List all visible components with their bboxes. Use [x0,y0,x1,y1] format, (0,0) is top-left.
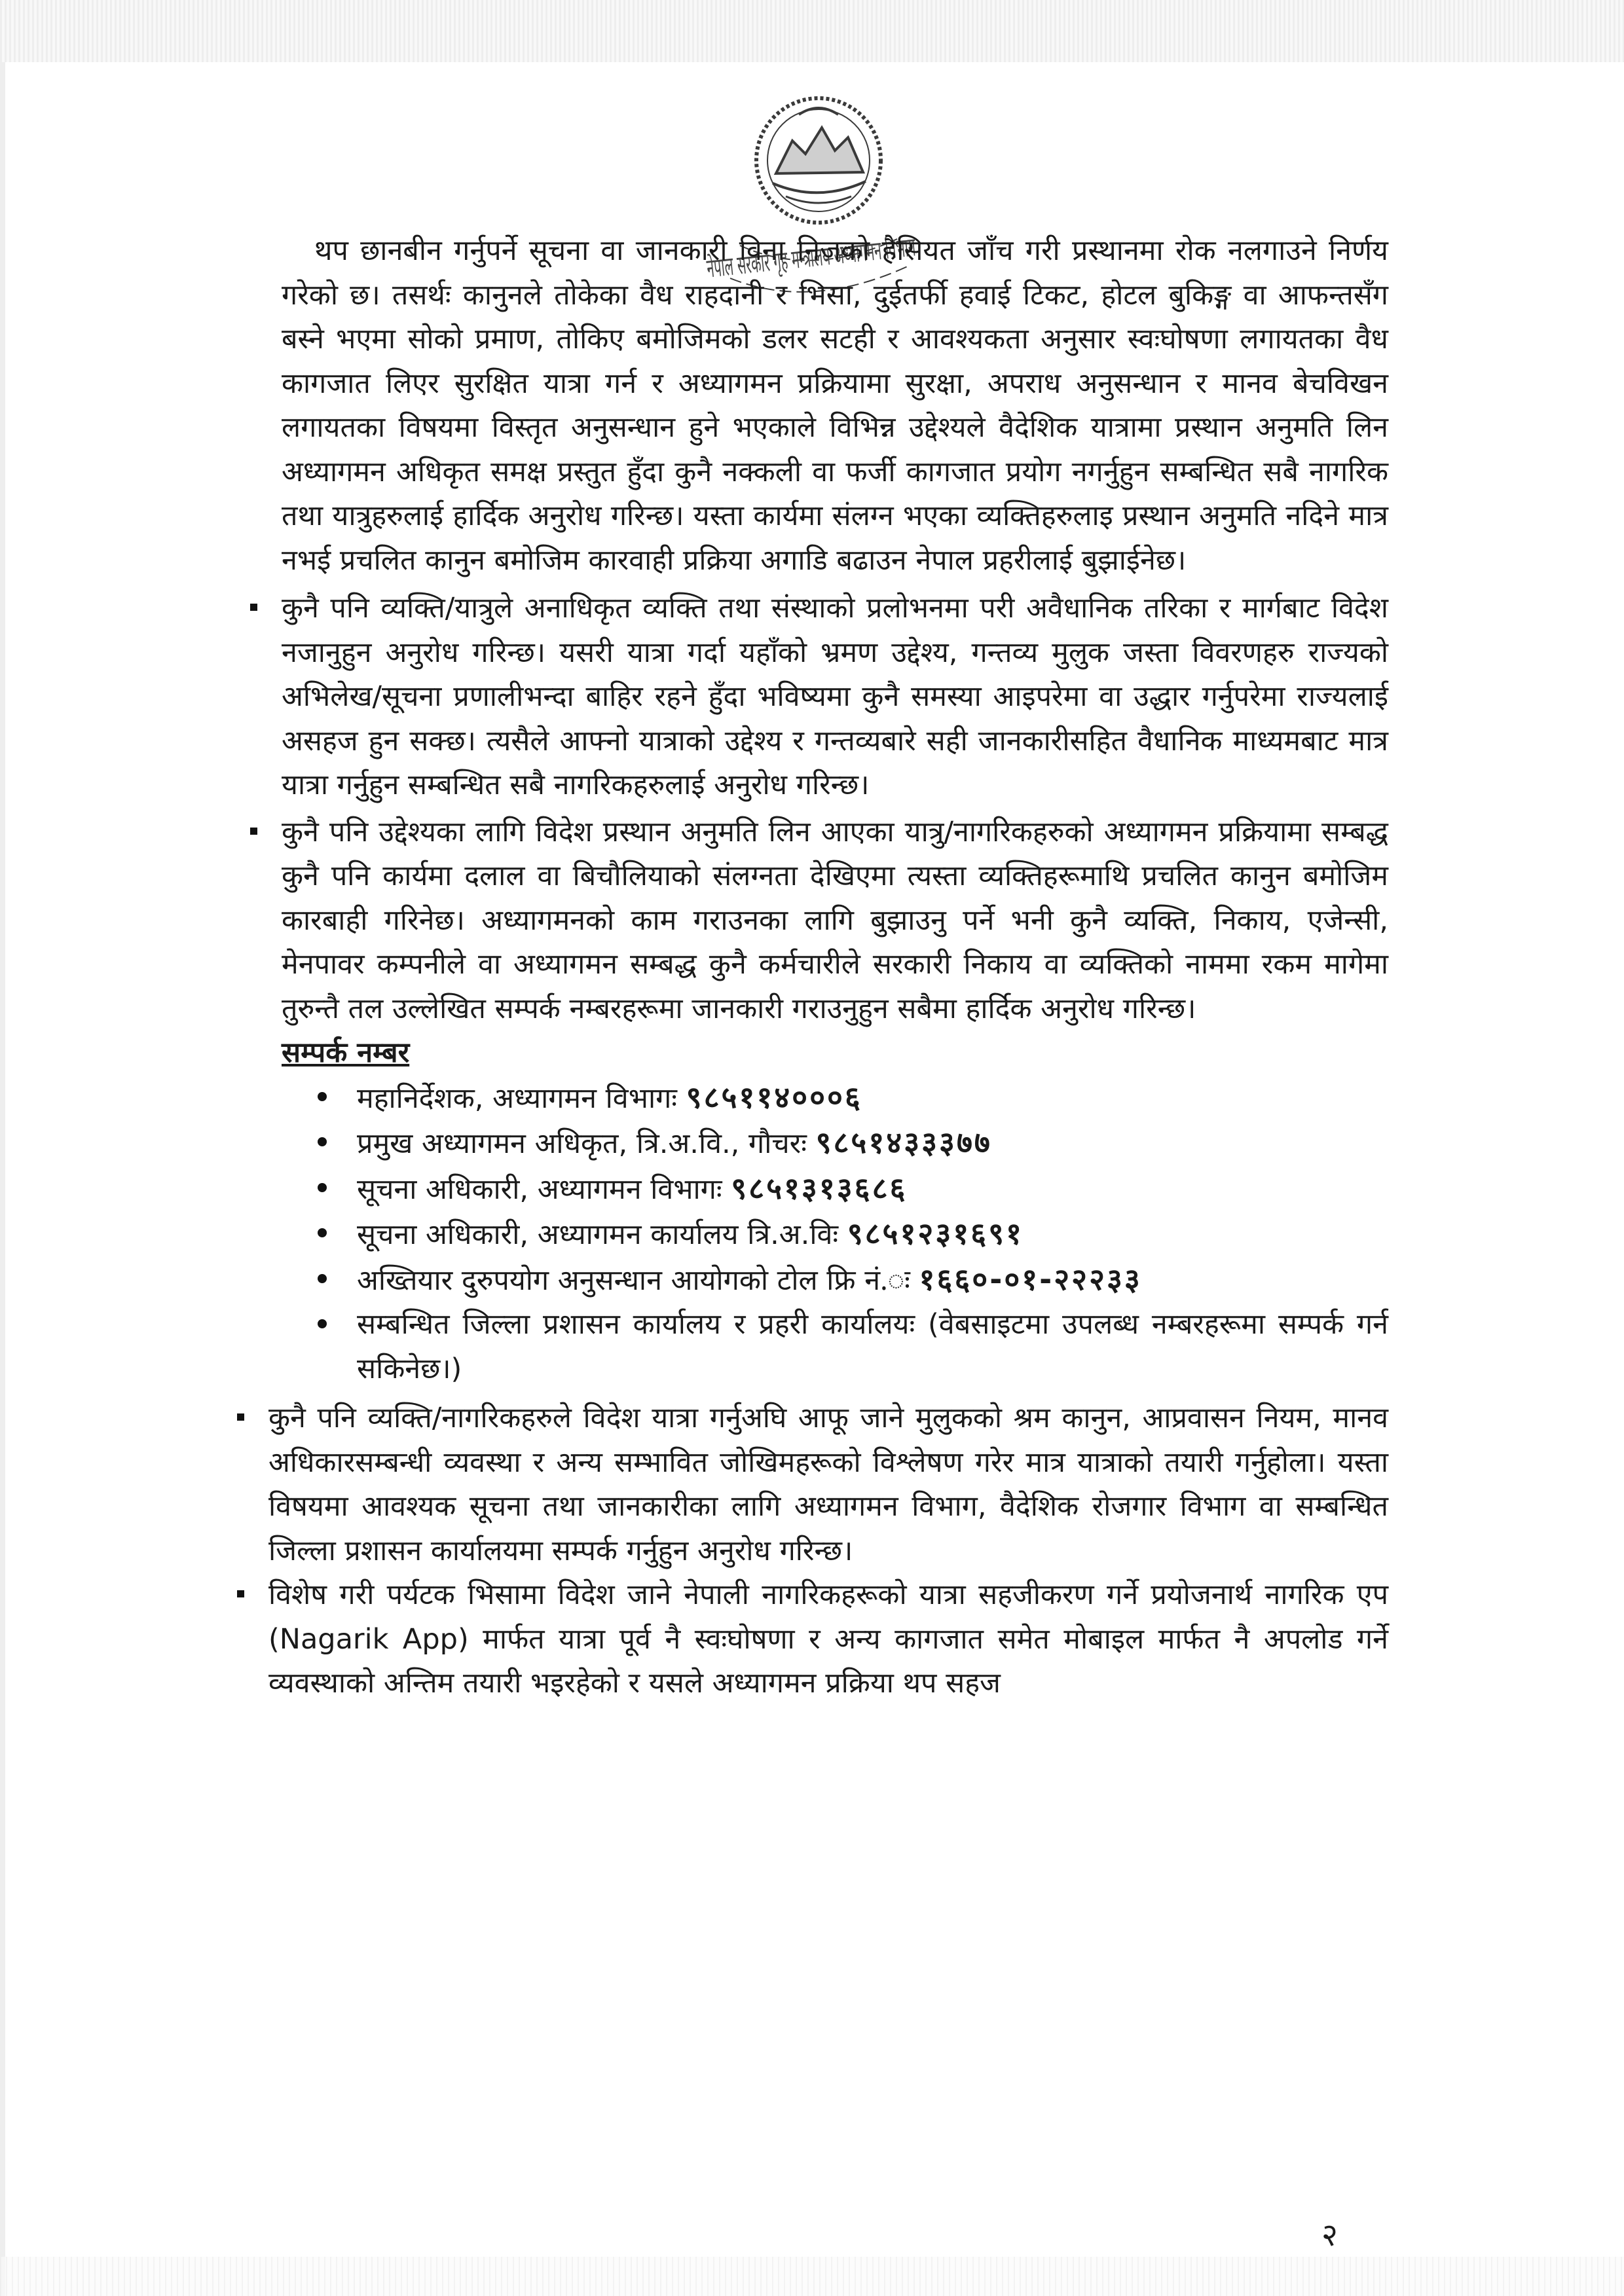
contact-number: १६६०-०१-२२२३३ [919,1261,1142,1297]
bullet-text: विशेष गरी पर्यटक भिसामा विदेश जाने नेपाली नागरिकहरूको यात्रा सहजीकरण गर्ने प्रयोजनार्थ नागरिक एप (Nagarik App) मार्फत यात्रा पूर्व नै स्वःघोषणा र अन्य कागजात समेत मोबाइल मार्फत नै अपलोड गर्ने व्यवस्थाको अन्तिम तयारी भइरहेको र यसले अध्यागमन प्रक्रिया थप सहज [268,1578,1388,1700]
contact-item [318,1212,1388,1258]
notice-body [268,229,1388,1706]
contact-label: महानिर्देशक, अध्यागमन विभागः [357,1082,677,1115]
bullet-paragraph [268,1573,1388,1706]
bullet-square-icon [250,604,257,611]
contact-heading: सम्पर्क नम्बर [282,1036,410,1069]
scan-edge-bottom [0,2257,1624,2296]
contact-number: ९८५१४३३३७७ [815,1125,992,1160]
bullet-square-icon [250,828,257,835]
contact-list [318,1076,1388,1392]
contact-label: अख्तियार दुरुपयोग अनुसन्धान आयोगको टोल फ्रि नं.ः [357,1264,910,1297]
intro-paragraph: थप छानबीन गर्नुपर्ने सूचना वा जानकारी विना निजको हैसियत जाँच गरी प्रस्थानमा रोक नलगाउने निर्णय गरेको छ। तसर्थः कानुनले तोकेका वैध राहदानी र भिसा, दुईतर्फी हवाई टिकट, होटल बुकिङ्ग वा आफन्तसँग बस्ने भएमा सोको प्रमाण, तोकिए बमोजिमको डलर सटही र आवश्यकता अनुसार स्वःघोषणा लगायतका वैध कागजात लिएर सुरक्षित यात्रा गर्न र अध्यागमन प्रक्रियामा सुरक्षा, अपराध अनुसन्धान र मानव बेचविखन लगायतका विषयमा विस्तृत अनुसन्धान हुने भएकाले विभिन्न उद्देश्यले वैदेशिक यात्रामा प्रस्थान अनुमति लिन अध्यागमन अधिकृत समक्ष प्रस्तुत हुँदा कुनै नक्कली वा फर्जी कागजात प्रयोग नगर्नुहुन सम्बन्धित सबै नागरिक तथा यात्रुहरुलाई हार्दिक अनुरोध गरिन्छ। यस्ता कार्यमा संलग्न भएका व्यक्तिहरुलाइ प्रस्थान अनुमति नदिने मात्र नभई प्रचलित कानुन बमोजिम कारवाही प्रक्रिया अगाडि बढाउन नेपाल प्रहरीलाई बुझाईनेछ। [282,234,1388,577]
page-number: २ [1321,2217,1338,2253]
contact-label: सूचना अधिकारी, अध्यागमन कार्यालय त्रि.अ.विः [357,1218,839,1251]
contact-label: प्रमुख अध्यागमन अधिकृत, त्रि.अ.वि., गौचरः [357,1127,807,1160]
contact-label: सम्बन्धित जिल्ला प्रशासन कार्यालय र प्रहरी कार्यालयः (वेबसाइटमा उपलब्ध नम्बरहरूमा सम्पर्क गर्न सकिनेछ।) [357,1308,1388,1385]
contact-item [318,1258,1388,1303]
bullet-paragraph [282,811,1388,1032]
contact-label: सूचना अधिकारी, अध्यागमन विभागः [357,1173,722,1206]
bullet-square-icon [237,1413,244,1421]
contact-number: ९८५१३१३६८६ [731,1170,908,1206]
contact-item [318,1167,1388,1212]
contact-number: ९८५११४०००६ [686,1079,862,1115]
bullet-paragraph [268,1396,1388,1573]
seal-ring-text: नेपाल सरकार गृह मन्त्रालय [705,227,956,284]
contact-item [318,1121,1388,1167]
contact-item [318,1076,1388,1121]
bullet-text: कुनै पनि व्यक्ति/यात्रुले अनाधिकृत व्यक्ति तथा संस्थाको प्रलोभनमा परी अवैधानिक तरिका र मार्गबाट विदेश नजानुहुन अनुरोध गरिन्छ। यसरी यात्रा गर्दा यहाँको भ्रमण उद्देश्य, गन्तव्य मुलुक जस्ता विवरणहरु राज्यको अभिलेख/सूचना प्रणालीभन्दा बाहिर रहने हुँदा भविष्यमा कुनै समस्या आइपरेमा वा उद्धार गर्नुपरेमा राज्यलाई असहज हुन सक्छ। त्यसैले आफ्नो यात्राको उद्देश्य र गन्तव्यबारे सही जानकारीसहित वैधानिक माध्यमबाट मात्र यात्रा गर्नुहुन सम्बन्धित सबै नागरिकहरुलाई अनुरोध गरिन्छ। [282,592,1388,801]
bullet-paragraph [282,587,1388,808]
contact-item [318,1303,1388,1391]
bullet-square-icon [237,1590,244,1597]
contact-number: ९८५१२३१६९१ [847,1216,1024,1251]
bullet-text: कुनै पनि उद्देश्यका लागि विदेश प्रस्थान अनुमति लिन आएका यात्रु/नागरिकहरुको अध्यागमन प्रक्रियामा सम्बद्ध कुनै पनि कार्यमा दलाल वा बिचौलियाको संलग्नता देखिएमा त्यस्ता व्यक्तिहरूमाथि प्रचलित कानुन बमोजिम कारबाही गरिनेछ। अध्यागमनको काम गराउनका लागि बुझाउनु पर्ने भनी कुनै व्यक्ति, निकाय, एजेन्सी, मेनपावर कम्पनीले वा अध्यागमन सम्बद्ध कुनै कर्मचारीले सरकारी निकाय वा व्यक्तिको नाममा रकम मागेमा तुरुन्तै तल उल्लेखित सम्पर्क नम्बरहरूमा जानकारी गराउनुहुन सबैमा हार्दिक अनुरोध गरिन्छ। [282,815,1388,1025]
bullet-text: कुनै पनि व्यक्ति/नागरिकहरुले विदेश यात्रा गर्नुअघि आफू जाने मुलुकको श्रम कानुन, आप्रवासन नियम, मानव अधिकारसम्बन्धी व्यवस्था र अन्य सम्भावित जोखिमहरूको विश्लेषण गरेर मात्र यात्राको तयारी गर्नुहोला। यस्ता विषयमा आवश्यक सूचना तथा जानकारीका लागि अध्यागमन विभाग, वैदेशिक रोजगार विभाग वा सम्बन्धित जिल्ला प्रशासन कार्यालयमा सम्पर्क गर्नुहुन अनुरोध गरिन्छ। [268,1402,1388,1567]
scan-edge-left [0,62,5,2296]
scan-edge-top [0,0,1624,62]
